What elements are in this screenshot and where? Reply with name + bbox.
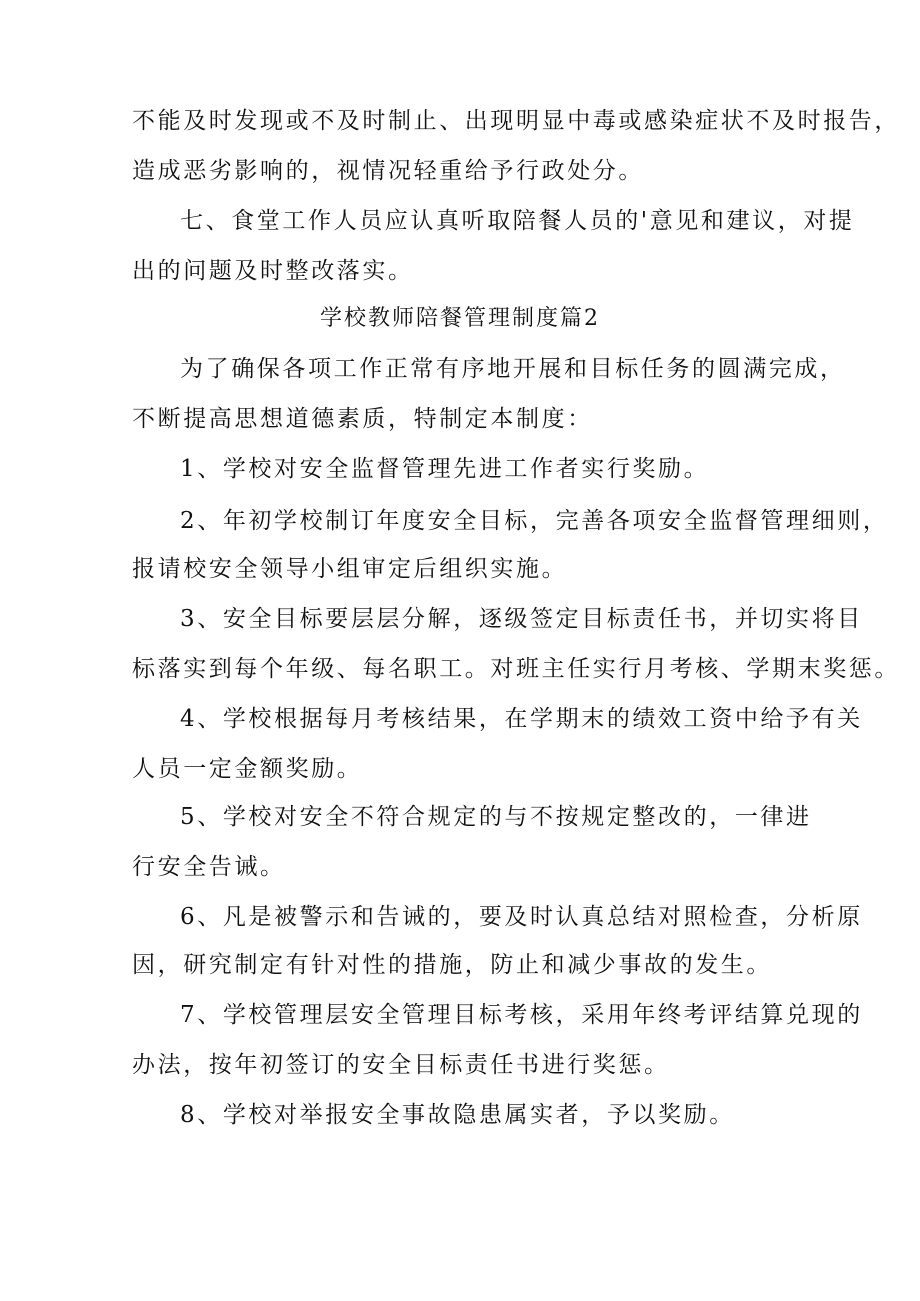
paragraph-line: 行安全告诫。 [132,854,286,880]
paragraph-line: 人员一定金额奖励。 [132,756,363,782]
paragraph-line: 不能及时发现或不及时制止、出现明显中毒或感染症状不及时报告， [132,108,900,134]
paragraph-line: 8、学校对举报安全事故隐患属实者，予以奖励。 [180,1102,735,1128]
paragraph-line: 出的问题及时整改落实。 [132,258,414,284]
paragraph-line: 为了确保各项工作正常有序地开展和目标任务的圆满完成， [180,356,846,382]
paragraph-line: 不断提高思想道德素质，特制定本制度： [132,406,593,432]
paragraph-line: 4、学校根据每月考核结果，在学期末的绩效工资中给予有关 [180,706,863,732]
paragraph-line: 5、学校对安全不符合规定的与不按规定整改的，一律进 [180,804,812,830]
paragraph-line: 办法，按年初签订的安全目标责任书进行奖惩。 [132,1052,670,1078]
paragraph-line: 2、年初学校制订年度安全目标，完善各项安全监督管理细则， [180,508,889,534]
paragraph-line: 报请校安全领导小组审定后组织实施。 [132,556,568,582]
paragraph-line: 因，研究制定有针对性的措施，防止和减少事故的发生。 [132,952,772,978]
paragraph-line: 1、学校对安全监督管理先进工作者实行奖励。 [180,456,710,482]
paragraph-line: 6、凡是被警示和告诫的，要及时认真总结对照检查，分析原 [180,904,863,930]
paragraph-line: 造成恶劣影响的，视情况轻重给予行政处分。 [132,158,644,184]
paragraph-line: 七、食堂工作人员应认真听取陪餐人员的'意见和建议，对提 [180,208,855,234]
paragraph-line: 标落实到每个年级、每名职工。对班主任实行月考核、学期末奖惩。 [132,656,900,682]
paragraph-line: 7、学校管理层安全管理目标考核，采用年终考评结算兑现的 [180,1002,863,1028]
section-title: 学校教师陪餐管理制度篇2 [320,306,600,331]
paragraph-line: 3、安全目标要层层分解，逐级签定目标责任书，并切实将目 [180,606,863,632]
